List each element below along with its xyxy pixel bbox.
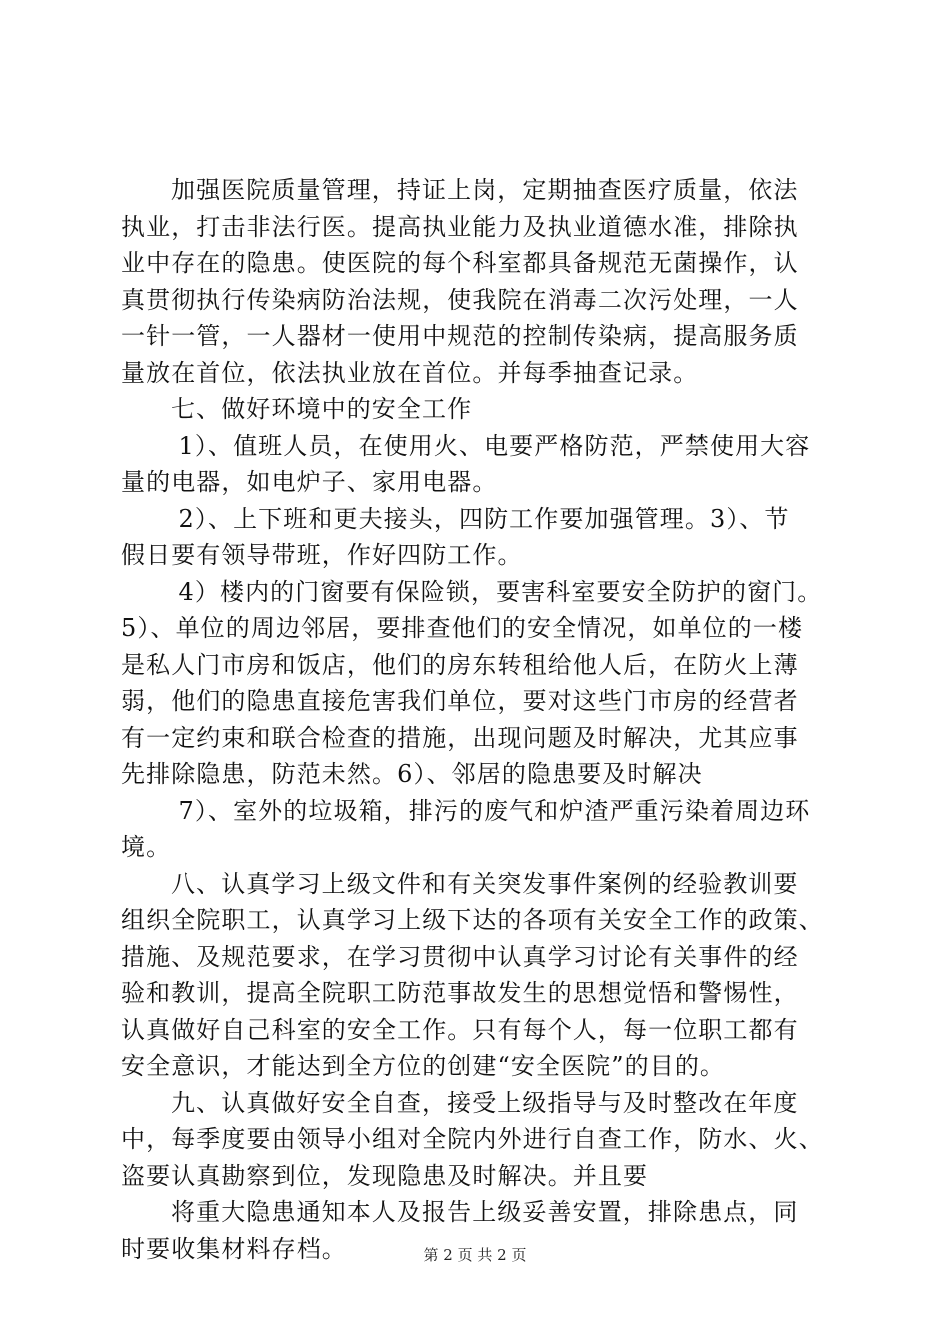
text-line: 将重大隐患通知本人及报告上级妥善安置，排除患点，同 [171,1198,799,1226]
text-line: 先排除隐患，防范未然。6）、邻居的隐患要及时解决 [121,760,703,788]
text-line: 5）、单位的周边邻居，要排查他们的安全情况，如单位的一楼 [121,614,804,642]
text-line: 真贯彻执行传染病防治法规，使我院在消毒二次污处理，一人 [121,285,799,314]
text-line: 措施、及规范要求，在学习贯彻中认真学习讨论有关事件的经 [121,942,799,971]
text-line: 是私人门市房和饭店，他们的房东转租给他人后，在防火上薄 [121,650,799,679]
text-line: 中，每季度要由领导小组对全院内外进行自查工作，防水、火、 [121,1125,824,1153]
text-line: 时要收集材料存档。 [121,1234,347,1263]
text-line: 量放在首位，依法执业放在首位。并每季抽查记录。 [121,358,699,387]
text-line: 一针一管，一人器材一使用中规范的控制传染病，提高服务质 [121,322,799,350]
text-line: 九、认真做好安全自查，接受上级指导与及时整改在年度 [171,1088,799,1117]
text-line: 盗要认真勘察到位，发现隐患及时解决。并且要 [121,1161,649,1190]
text-line: 八、认真学习上级文件和有关突发事件案例的经验教训要 [171,869,799,898]
text-line: 验和教训，提高全院职工防范事故发生的思想觉悟和警惕性， [121,979,799,1007]
text-line: 业中存在的隐患。使医院的每个科室都具备规范无菌操作，认 [121,249,799,277]
document-body [121,172,851,1267]
text-line: 7）、室外的垃圾箱，排污的废气和炉渣严重污染着周边环 [178,796,811,825]
text-line: 2）、上下班和更夫接头，四防工作要加强管理。3）、节 [178,504,790,533]
page-footer: 第 2 页 共 2 页 [423,1246,527,1264]
text-line: 量的电器，如电炉子、家用电器。 [121,468,498,496]
text-line: 1）、值班人员，在使用火、电要严格防范，严禁使用大容 [178,431,811,460]
text-line: 假日要有领导带班，作好四防工作。 [121,541,523,569]
text-line: 组织全院职工，认真学习上级下达的各项有关安全工作的政策、 [121,906,824,934]
text-line: 七、做好环境中的安全工作 [171,395,473,423]
text-line: 安全意识，才能达到全方位的创建“安全医院”的目的。 [121,1052,726,1080]
text-line: 加强医院质量管理，持证上岗，定期抽查医疗质量，依法 [171,176,799,204]
text-line: 4）楼内的门窗要有保险锁，要害科室要安全防护的窗门。 [178,577,823,606]
text-line: 有一定约束和联合检查的措施，出现问题及时解决，尤其应事 [121,723,799,752]
text-line: 执业，打击非法行医。提高执业能力及执业道德水准，排除执 [121,212,799,241]
text-line: 认真做好自己科室的安全工作。只有每个人，每一位职工都有 [121,1015,799,1044]
text-line: 境。 [121,833,172,861]
text-line: 弱，他们的隐患直接危害我们单位，要对这些门市房的经营者 [121,687,799,715]
